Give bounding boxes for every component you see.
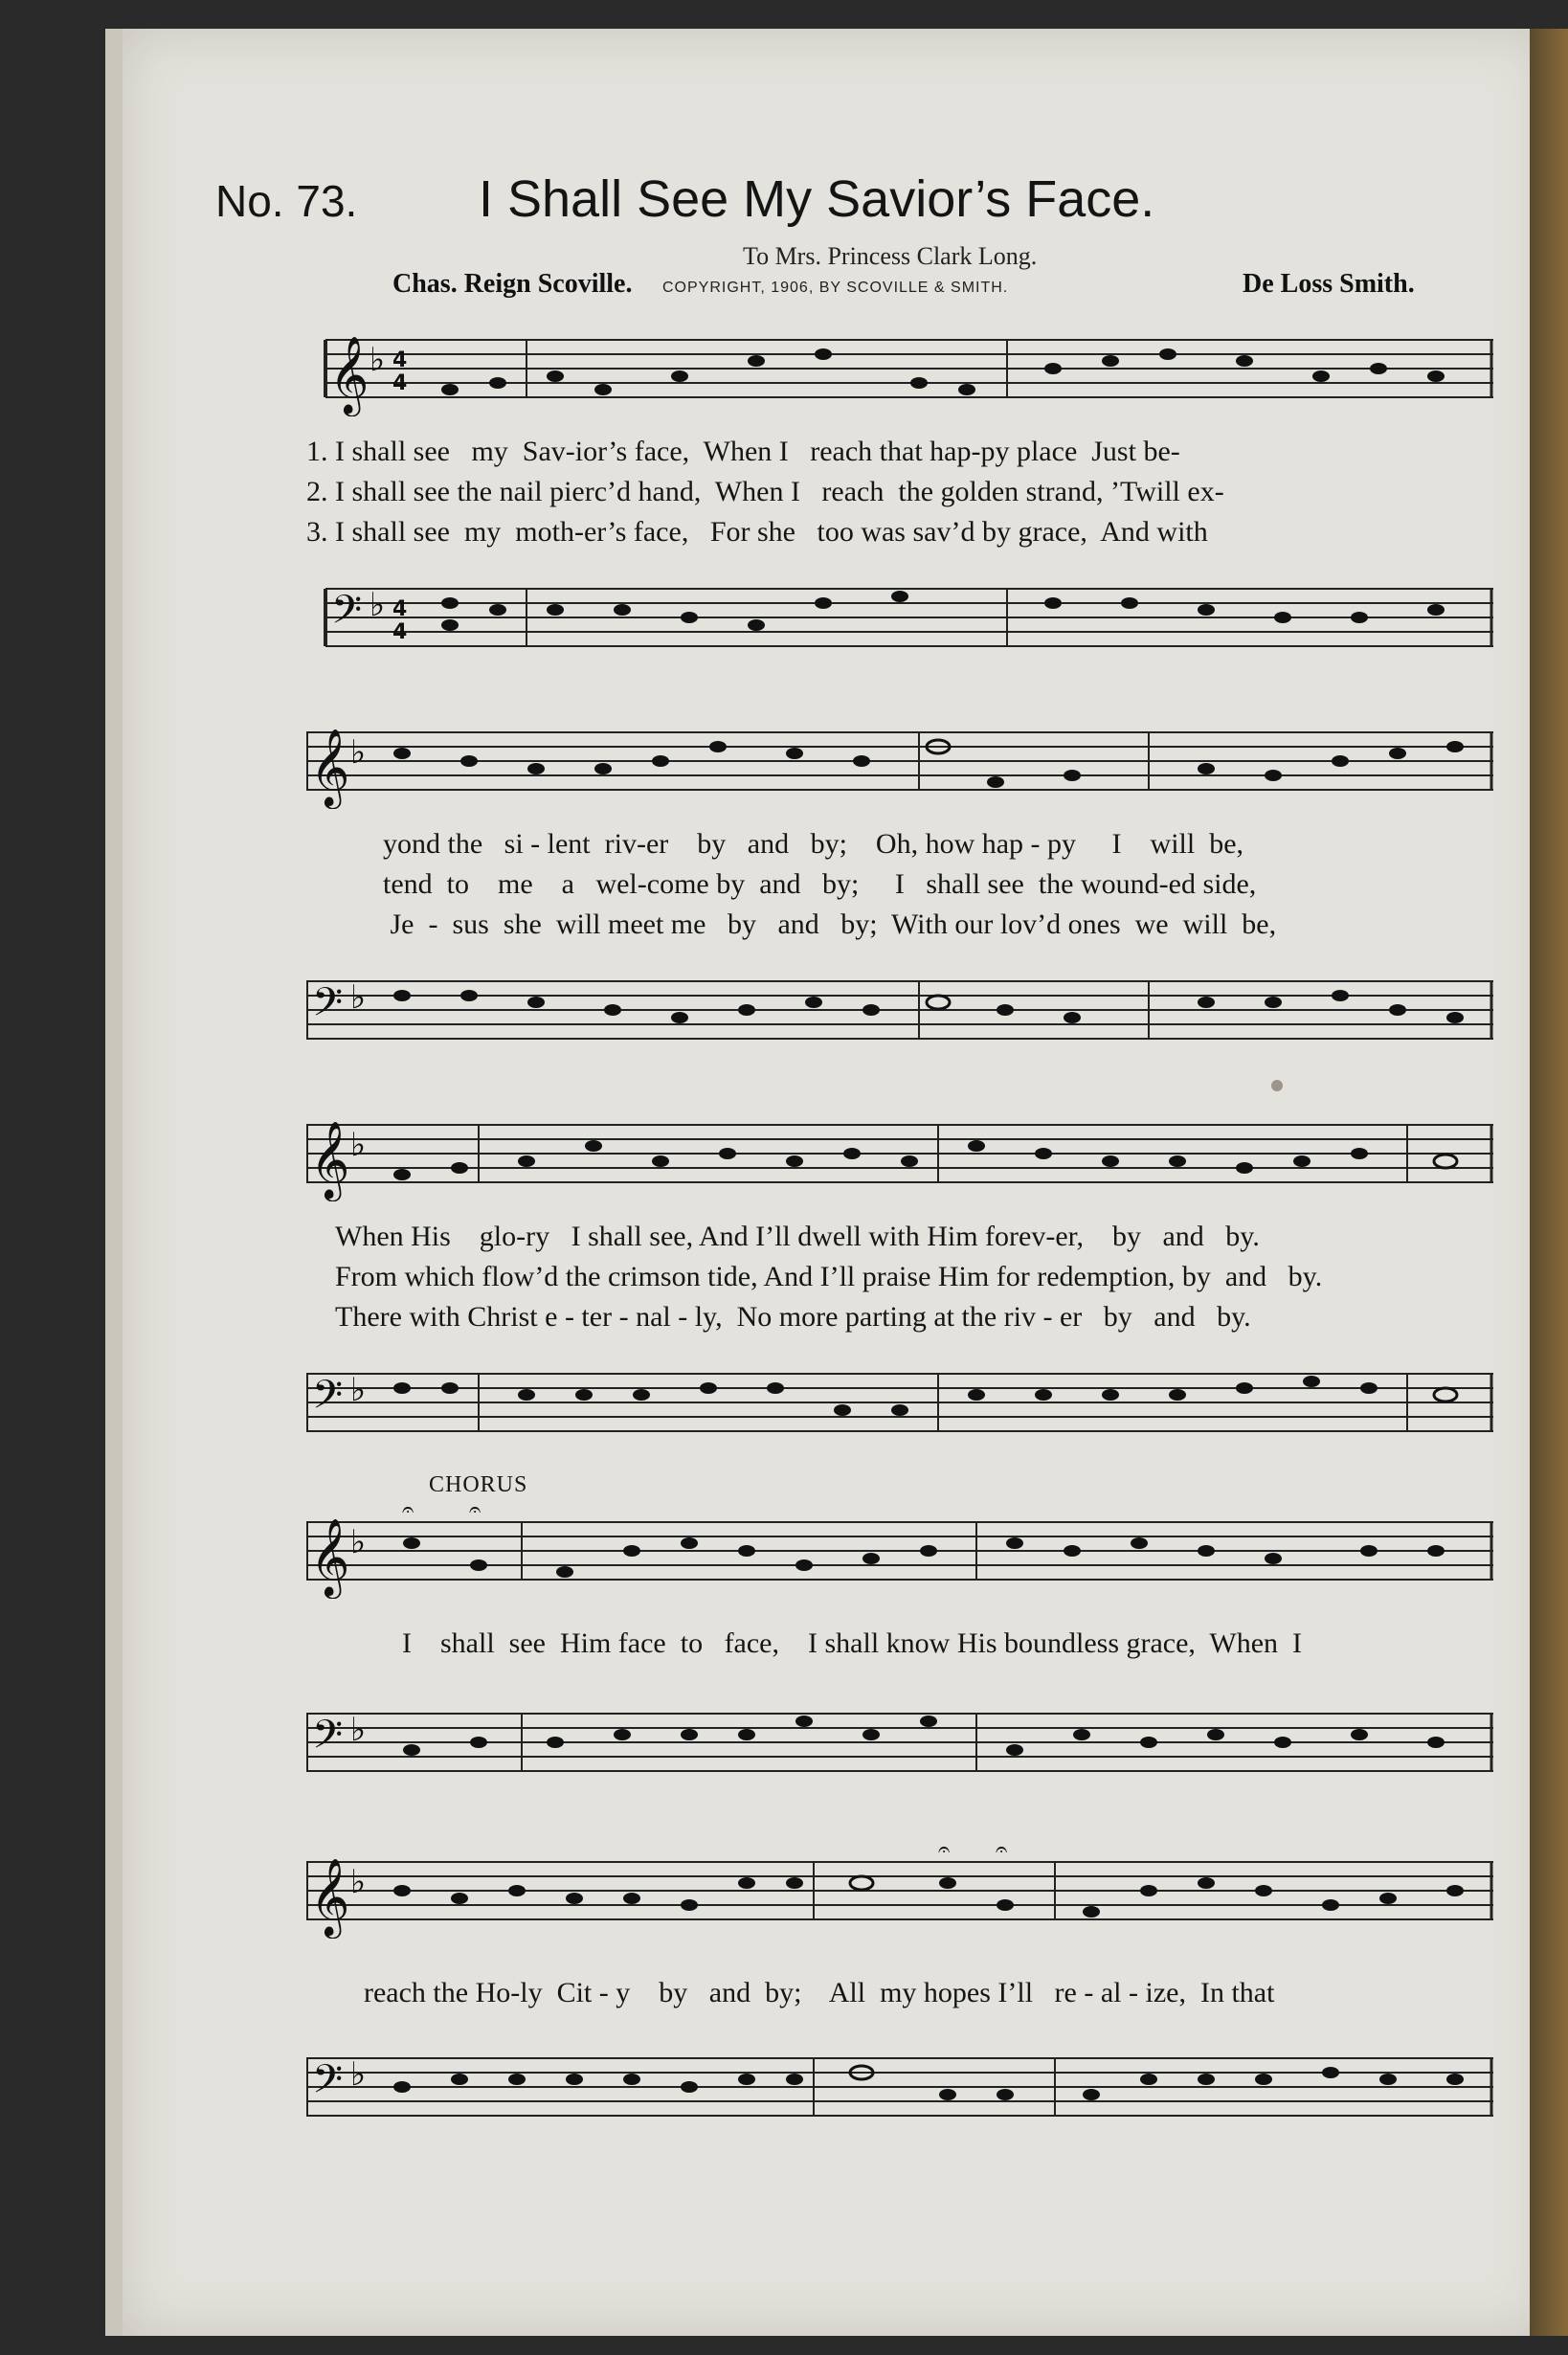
bass-clef-icon: 𝄢: [312, 979, 344, 1035]
hymn-number: No. 73.: [215, 176, 358, 226]
treble-clef-icon: 𝄞: [310, 1120, 350, 1199]
bass-staff: [306, 962, 1493, 1067]
svg-text:♭: ♭: [350, 1371, 367, 1409]
lyric-verse-2: 2. I shall see the nail pierc’d hand, When I reach the golden strand, ’Twill ex-: [306, 476, 1224, 507]
treble-clef-icon: 𝄞: [310, 728, 350, 806]
flat-sign-icon: ♭: [370, 341, 386, 379]
fermata-icon: 𝄐: [402, 1503, 414, 1522]
lyric-verse-2: From which flow’d the crimson tide, And I’ll praise Him for redemption, by and by.: [335, 1261, 1323, 1292]
svg-text:4: 4: [392, 371, 408, 395]
arranger: De Loss Smith.: [1243, 269, 1415, 299]
lyric-chorus: reach the Ho-ly Cit - y by and by; All my hopes I’ll re - al - ize, In that: [364, 1977, 1275, 2008]
svg-text:♭: ♭: [350, 1711, 367, 1749]
svg-text:♭: ♭: [350, 2055, 367, 2094]
bass-staff: [306, 1694, 1493, 1800]
svg-text:♭: ♭: [370, 586, 386, 624]
svg-text:4: 4: [392, 348, 408, 372]
lyric-verse-3: There with Christ e - ter - nal - ly, No more parting at the riv - er by and by.: [335, 1301, 1251, 1333]
svg-text:4: 4: [392, 597, 408, 621]
treble-staff: [306, 1106, 1493, 1201]
lyric-verse-2: tend to me a wel-come by and by; I shall see the wound-ed side,: [383, 868, 1257, 900]
lyric-verse-1: yond the si - lent riv-er by and by; Oh, how hap - py I will be,: [383, 828, 1244, 860]
treble-staff: [306, 1503, 1493, 1599]
lyric-verse-3: Je - sus she will meet me by and by; With our lov’d ones we will be,: [383, 908, 1277, 940]
copyright-notice: COPYRIGHT, 1906, BY SCOVILLE & SMITH.: [662, 280, 1009, 296]
fermata-icon: 𝄐: [938, 1843, 951, 1862]
svg-text:♭: ♭: [350, 978, 367, 1017]
svg-text:♭: ♭: [350, 733, 367, 772]
bass-staff: [306, 2039, 1493, 2144]
treble-clef-icon: 𝄞: [310, 1857, 350, 1936]
bass-clef-icon: 𝄢: [312, 1712, 344, 1767]
composer: Chas. Reign Scoville.: [392, 269, 633, 299]
bass-clef-icon: 𝄢: [331, 587, 363, 642]
lyric-verse-1: When His glo-ry I shall see, And I’ll dwell with Him forev-er, by and by.: [335, 1221, 1260, 1252]
bass-clef-icon: 𝄢: [312, 1372, 344, 1427]
bass-staff: [306, 570, 1493, 675]
lyric-chorus: I shall see Him face to face, I shall know His boundless grace, When I: [402, 1627, 1303, 1659]
treble-staff: [306, 321, 1493, 416]
lyric-verse-1: 1. I shall see my Sav-ior’s face, When I reach that hap-py place Just be-: [306, 436, 1180, 467]
bass-staff: [306, 1355, 1493, 1460]
svg-text:♭: ♭: [350, 1523, 367, 1561]
bass-clef-icon: 𝄢: [312, 2056, 344, 2112]
paper-stain: [1271, 1080, 1283, 1091]
hymn-title: I Shall See My Savior’s Face.: [479, 170, 1155, 228]
chorus-label: CHORUS: [429, 1472, 528, 1497]
treble-staff: [306, 713, 1493, 809]
music-system-1: [306, 321, 1493, 684]
treble-staff: [306, 1843, 1493, 1939]
dedication: To Mrs. Princess Clark Long.: [743, 242, 1038, 270]
fermata-icon: 𝄐: [996, 1843, 1008, 1862]
svg-text:♭: ♭: [350, 1126, 367, 1164]
lyric-verse-3: 3. I shall see my moth-er’s face, For she too was sav’d by grace, And with: [306, 516, 1208, 548]
hymn-header: [0, 148, 1568, 311]
music-system-5: [306, 1843, 1493, 2159]
music-system-2: [306, 713, 1493, 1077]
music-system-4: [306, 1503, 1493, 1819]
svg-text:4: 4: [392, 620, 408, 644]
treble-clef-icon: 𝄞: [310, 1517, 350, 1596]
treble-clef-icon: 𝄞: [329, 335, 370, 414]
fermata-icon: 𝄐: [469, 1503, 482, 1522]
svg-text:♭: ♭: [350, 1863, 367, 1901]
music-system-3: [306, 1106, 1493, 1469]
